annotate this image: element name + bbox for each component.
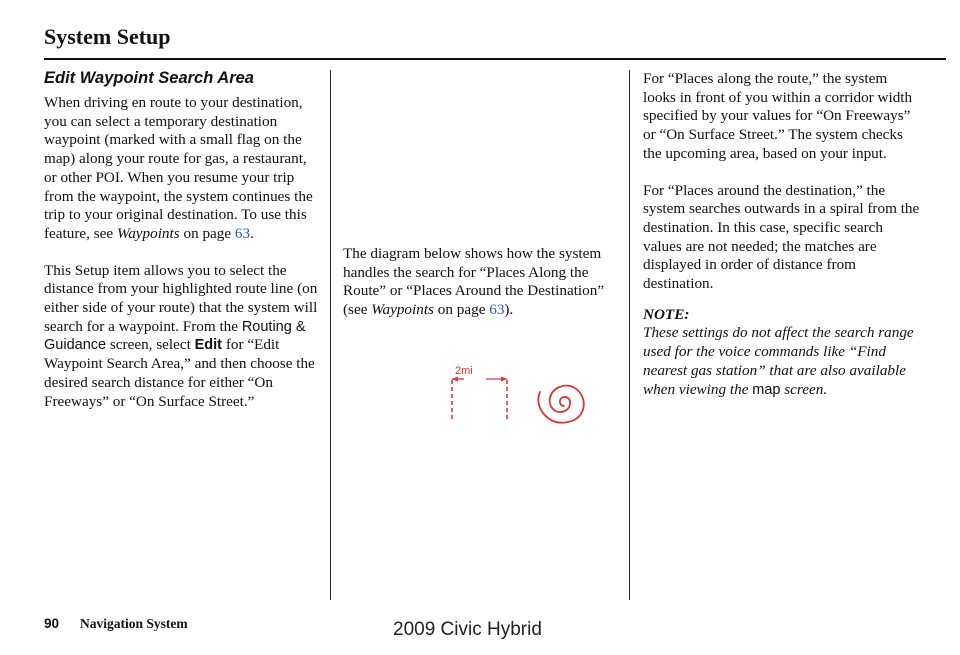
- spiral-search-icon: [538, 386, 584, 423]
- waypoints-ref: Waypoints: [116, 224, 180, 242]
- around-destination-paragraph: For “Places around the destination,” the system searches outwards in a spiral from the destination. In this case, specific search values are not needed; the matches are displayed in order of distance from destination.: [643, 181, 920, 293]
- map-screen-label: map: [752, 381, 781, 398]
- waypoints-ref-2: Waypoints: [371, 301, 434, 319]
- page-number: 90: [44, 616, 60, 631]
- intro-paragraph: When driving en route to your destination, you can select a temporary destination waypoint (marked with a small flag on the map) along your route for gas, a restaurant, or other POI. When you resume your trip from the waypoint, the system continues the trip to your original destination. To use this feature, see Waypoints on page 63.: [44, 94, 313, 242]
- page-title: System Setup: [44, 24, 171, 49]
- setup-paragraph: This Setup item allows you to select the distance from your highlighted route line (on either side of your route) that the system will search for a waypoint. From the Routing & Guidance screen, select Edit for “Edit Waypoint Search Area,” and then choose the desired search distance for either “On Freeways” or “On Surface Street.”: [44, 261, 318, 410]
- edit-button-label: Edit: [194, 337, 223, 354]
- section-title: Edit Waypoint Search Area: [44, 69, 254, 87]
- page-link-63[interactable]: 63: [234, 224, 251, 242]
- page-link-63-b[interactable]: 63: [489, 301, 505, 319]
- column-3: [643, 70, 923, 399]
- search-area-diagram: [440, 362, 600, 426]
- title-rule: [44, 58, 946, 60]
- note-text: These settings do not affect the search range used for the voice commands like “Find nearest gas station” that are also available when viewing the map screen.: [643, 324, 914, 398]
- distance-label: 2mi: [455, 365, 473, 377]
- corridor-diagram: [452, 365, 507, 422]
- column-divider-2: [629, 70, 630, 600]
- footer-section-label: Navigation System: [80, 616, 188, 631]
- note-label: NOTE:: [643, 305, 690, 323]
- routing-guidance-screen-label: Routing & Guidance: [44, 318, 306, 354]
- column-divider-1: [330, 70, 331, 600]
- diagram-intro: The diagram below shows how the system handles the search for “Places Along the Route” or “Places Around the Destination” (see Waypoints on page 63).: [343, 245, 605, 319]
- column-2: [343, 245, 619, 320]
- along-route-paragraph: For “Places along the route,” the system looks in front of you within a corridor width specified by your values for “On Freeways” or “On Surface Street.” The system checks the upcoming area, based on your input.: [643, 70, 913, 162]
- watermark: 2009 Civic Hybrid: [393, 619, 542, 640]
- column-1: [44, 68, 320, 411]
